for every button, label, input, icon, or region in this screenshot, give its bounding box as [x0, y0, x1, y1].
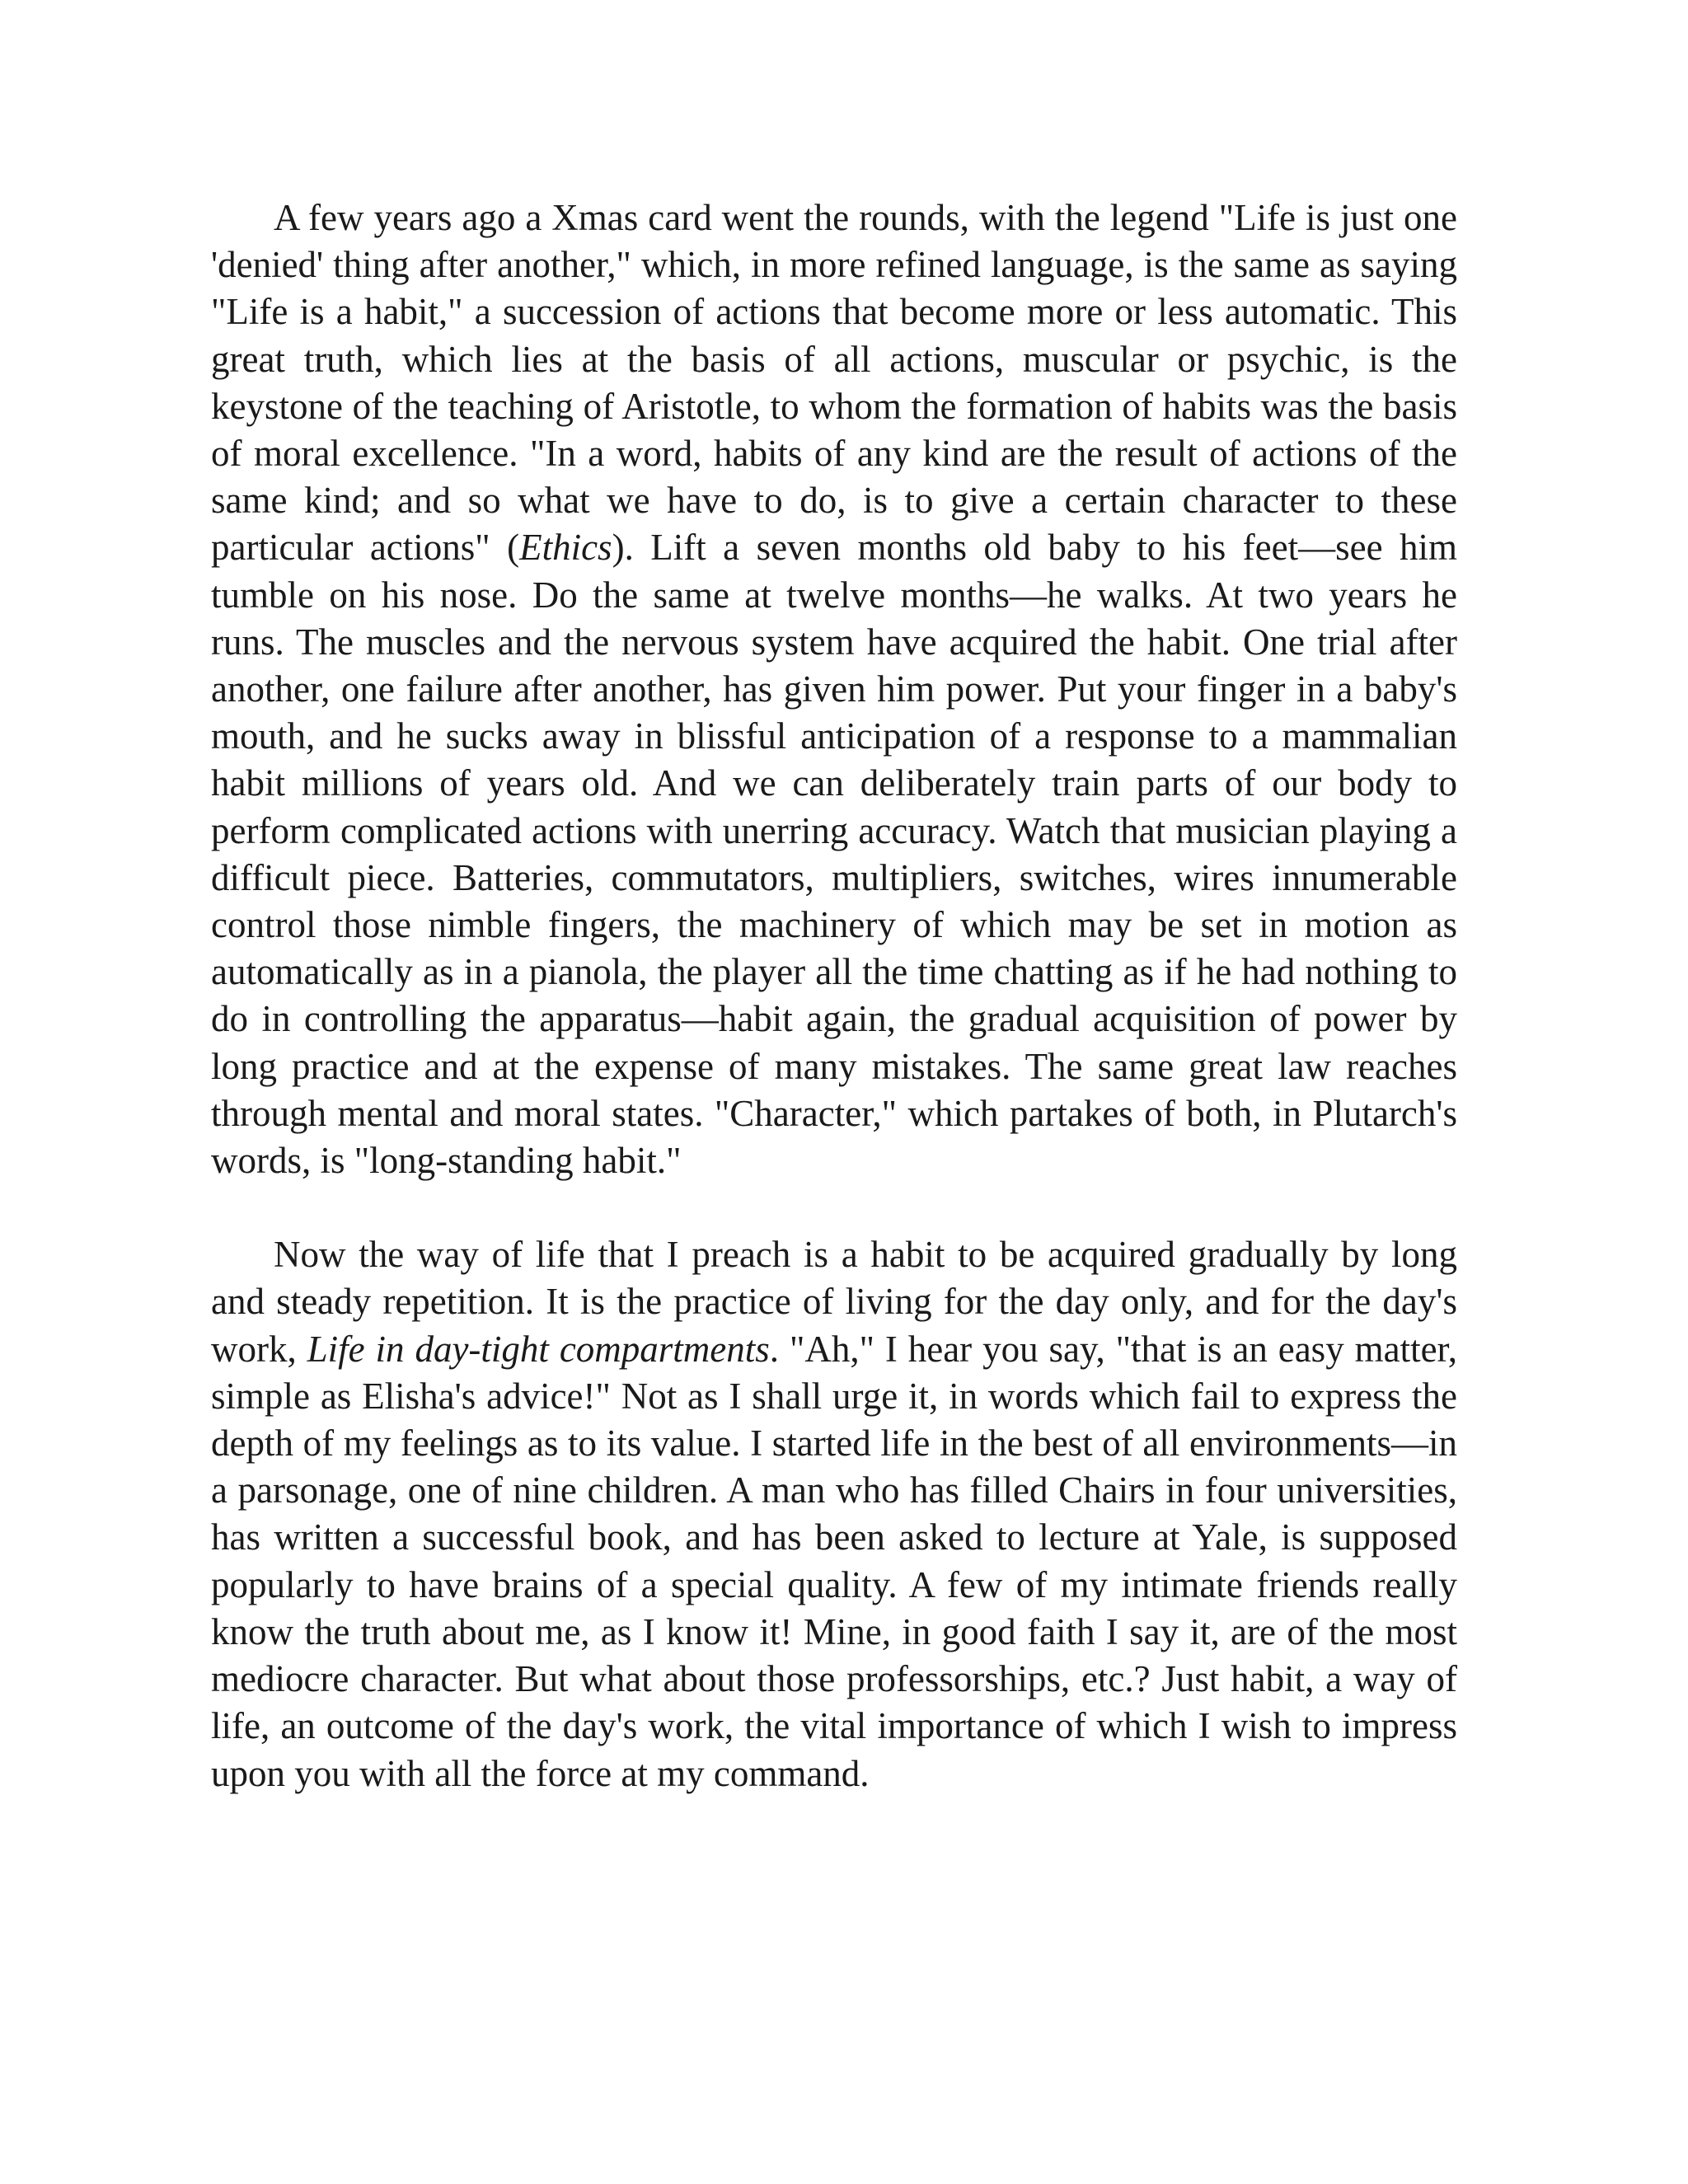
paragraph-2	[211, 1231, 1457, 1797]
paragraph-2-text-2: . "Ah," I hear you say, "that is an easy matter, simple as Elisha's advice!" Not as I shall urge it, in words which fail to express the depth of my feelings as to its value. I started life in the best of all environments—in a parsonage, one of nine children. A man who has filled Chairs in four universities, has written a successful book, and has been asked to lecture at Yale, is supposed popularly to have brains of a special quality. A few of my intimate friends really know the truth about me, as I know it! Mine, in good faith I say it, are of the most mediocre character. But what about those professorships, etc.? Just habit, a way of life, an outcome of the day's work, the vital importance of which I wish to impress upon you with all the force at my command.	[211, 1328, 1457, 1794]
paragraph-1-text-2: ). Lift a seven months old baby to his feet—see him tumble on his nose. Do the same at twelve months—he walks. At two years he runs. The muscles and the nervous system have acquired the habit. One trial after another, one failure after another, has given him power. Put your finger in a baby's mouth, and he sucks away in blissful anticipation of a response to a mammalian habit millions of years old. And we can deliberately train parts of our body to perform complicated actions with unerring accuracy. Watch that musician playing a difficult piece. Batteries, commutators, multipliers, switches, wires innumerable control those nimble fingers, the machinery of which may be set in motion as automatically as in a pianola, the player all the time chatting as if he had nothing to do in controlling the apparatus—habit again, the gradual acquisition of power by long practice and at the expense of many mistakes. The same great law reaches through mental and moral states. "Character," which partakes of both, in Plutarch's words, is "long-standing habit."	[211, 527, 1457, 1182]
paragraph-2-text-1: Now the way of life that I preach is a habit to be acquired gradually by long and steady repetition. It is the practice of living for the day only, and for the day's work,	[211, 1234, 1457, 1370]
document-page	[211, 194, 1457, 1797]
paragraph-2-italic-compartments: Life in day-tight compartments	[307, 1328, 770, 1370]
paragraph-1-text-1: A few years ago a Xmas card went the rounds, with the legend "Life is just one 'denied' thing after another," which, in more refined language, is the same as saying "Life is a habit," a succession of actions that become more or less automatic. This great truth, which lies at the basis of all actions, muscular or psychic, is the keystone of the teaching of Aristotle, to whom the formation of habits was the basis of moral excellence. "In a word, habits of any kind are the result of actions of the same kind; and so what we have to do, is to give a certain character to these particular actions" (	[211, 197, 1457, 569]
paragraph-1-italic-ethics: Ethics	[519, 527, 612, 569]
paragraph-1	[211, 194, 1457, 1184]
